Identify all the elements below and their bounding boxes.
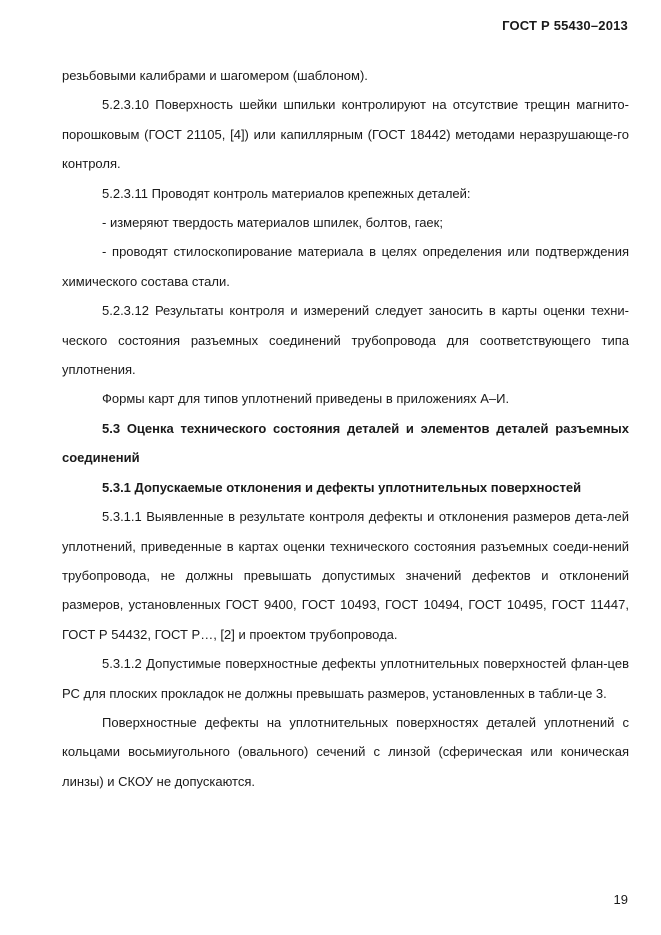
document-header: ГОСТ Р 55430–2013 (502, 18, 628, 33)
paragraph-continuation: резьбовыми калибрами и шагомером (шаблоном). (62, 68, 368, 83)
subsection-heading-5-3-1: 5.3.1 Допускаемые отклонения и дефекты уплотнительных поверхностей (102, 479, 582, 495)
list-item-styloscopy: - проводят стилоскопирование материала в целях определения или подтверждения химического состава стали. (62, 244, 629, 289)
paragraph-5-2-3-11: 5.2.3.11 Проводят контроль материалов крепежных деталей: (102, 185, 471, 201)
paragraph-5-3-1-2: 5.3.1.2 Допустимые поверхностные дефекты уплотнительных поверхностей флан-цев РС для плоских прокладок не должны превышать размеров, установленных в табли-це 3. (62, 656, 629, 701)
section-heading-5-3: 5.3 Оценка технического состояния деталей и элементов деталей разъемных соединений (62, 420, 629, 466)
page-number: 19 (613, 892, 628, 907)
paragraph-card-forms: Формы карт для типов уплотнений приведены в приложениях А–И. (102, 391, 510, 407)
document-body (62, 61, 629, 796)
paragraph-5-3-1-1: 5.3.1.1 Выявленные в результате контроля дефекты и отклонения размеров дета-лей уплотнений, приведенные в картах оценки технического состояния разъемных соеди-нений трубопровода, не должны превышать допустимых значений дефектов и отклонений размеров, установленных ГОСТ 9400, ГОСТ 10493, ГОСТ 10494, ГОСТ 10495, ГОСТ 11447, ГОСТ Р 54432, ГОСТ Р…, [2] и проектом трубопровода. (62, 509, 629, 642)
list-item-hardness: - измеряют твердость материалов шпилек, болтов, гаек; (102, 215, 443, 231)
paragraph-5-2-3-10: 5.2.3.10 Поверхность шейки шпильки контролируют на отсутствие трещин магнито-порошковым (ГОСТ 21105, [4]) или капиллярным (ГОСТ 18442) методами неразрушающе-го контроля. (62, 97, 629, 172)
paragraph-5-2-3-12: 5.2.3.12 Результаты контроля и измерений следует заносить в карты оценки техни-ческого состояния разъемных соединений трубопровода для соответствующего типа уплотнения. (62, 303, 629, 378)
paragraph-surface-defects: Поверхностные дефекты на уплотнительных поверхностях деталей уплотнений с кольцами восьмиугольного (овального) сечений с линзой (сферическая или коническая линзы) и СКОУ не допускаются. (62, 714, 629, 789)
